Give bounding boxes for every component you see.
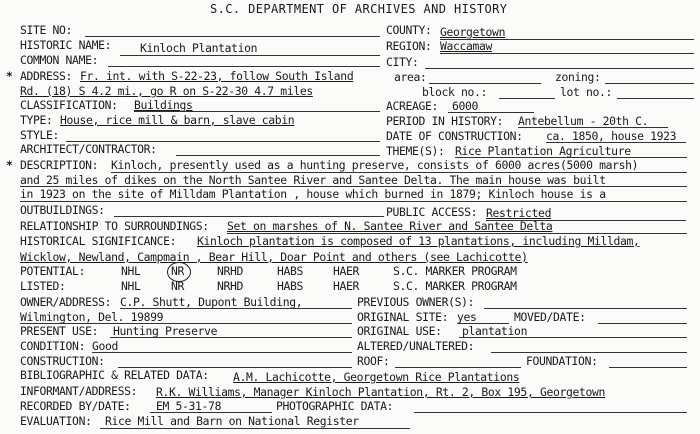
- potential-haer: HAER: [333, 264, 360, 278]
- previous-owner-line: [484, 308, 687, 309]
- city-line: [425, 68, 694, 69]
- owner-value-line-1: C.P. Shutt, Dupont Building,: [120, 295, 303, 309]
- recorded-by-line: [150, 412, 272, 413]
- original-use-value: plantation: [462, 324, 528, 338]
- foundation-label: FOUNDATION:: [526, 354, 598, 368]
- description-line-2: and 25 miles of dikes on the North Santee River and Santee Delta. The main house was built: [20, 173, 606, 187]
- architect-line: [176, 155, 380, 156]
- date-construction-line: [546, 142, 686, 143]
- historic-name-label: HISTORIC NAME:: [20, 38, 112, 52]
- site-no-line: [85, 36, 380, 37]
- altered-line: [491, 352, 687, 353]
- address-value-line-2: Rd. (18) S 4.2 mi., go R on S-22-30 4.7 miles: [20, 84, 313, 98]
- site-no-label: SITE NO:: [20, 23, 73, 37]
- county-value: Georgetown: [440, 25, 506, 39]
- significance-label: HISTORICAL SIGNIFICANCE:: [20, 234, 177, 248]
- original-site-value: yes: [457, 310, 477, 324]
- recorded-by-value: EM 5-31-78: [156, 399, 222, 413]
- lot-no-label: lot no.:: [560, 85, 613, 99]
- owner-label: OWNER/ADDRESS:: [20, 295, 112, 309]
- present-use-value: Hunting Preserve: [113, 324, 218, 338]
- block-no-line: [499, 98, 555, 99]
- condition-label: CONDITION:: [20, 339, 86, 353]
- photographic-label: PHOTOGRAPHIC DATA:: [276, 399, 394, 413]
- original-site-label: ORIGINAL SITE:: [357, 310, 449, 324]
- region-label: REGION:: [386, 39, 432, 53]
- potential-nhl: NHL: [121, 264, 141, 278]
- theme-value: Rice Plantation Agriculture: [455, 144, 631, 158]
- lot-no-line: [617, 98, 694, 99]
- listed-label: LISTED:: [20, 279, 66, 293]
- zoning-line: [605, 83, 694, 84]
- form-title: S.C. DEPARTMENT OF ARCHIVES AND HISTORY: [210, 2, 508, 16]
- address-asterisk: *: [6, 69, 13, 83]
- description-rule-3: [20, 201, 687, 202]
- description-line-3: in 1923 on the site of Milldam Plantation , house which burned in 1879; Kinloch house is a: [20, 187, 606, 201]
- theme-label: THEME(S):: [386, 144, 445, 158]
- bibliographic-value: A.M. Lachicotte, Georgetown Rice Plantations: [233, 370, 520, 384]
- listed-nr: NR: [171, 279, 185, 293]
- moved-date-line: [598, 323, 687, 324]
- original-use-label: ORIGINAL USE:: [357, 324, 442, 338]
- classification-label: CLASSIFICATION:: [20, 98, 118, 112]
- description-asterisk: *: [6, 158, 13, 172]
- potential-nrhd: NRHD: [217, 264, 244, 278]
- significance-line-1: Kinloch plantation is composed of 13 plantations, including Milldam,: [197, 234, 640, 248]
- recorded-by-label: RECORDED BY/DATE:: [20, 399, 131, 413]
- historic-name-line: [120, 55, 380, 56]
- owner-rule-1: [120, 308, 352, 309]
- public-access-value: Restricted: [486, 206, 552, 220]
- informant-value: R.K. Williams, Manager Kinloch Plantation, Rt. 2, Box 195, Georgetown: [156, 385, 606, 399]
- block-no-label: block no.:: [422, 85, 488, 99]
- outbuildings-line: [114, 216, 384, 217]
- listed-marker: S.C. MARKER PROGRAM: [393, 279, 517, 293]
- owner-value-line-2: Wilmington, Del. 19899: [20, 310, 164, 324]
- city-label: CITY:: [386, 55, 419, 69]
- date-construction-label: DATE OF CONSTRUCTION:: [386, 129, 523, 143]
- listed-haer: HAER: [333, 279, 360, 293]
- description-line-1: Kinloch, presently used as a hunting preserve, consists of 6000 acres(5000 marsh): [111, 158, 639, 172]
- acreage-value: 6000: [452, 99, 479, 113]
- classification-value: Buildings: [134, 98, 193, 112]
- evaluation-value: Rice Mill and Barn on National Register: [105, 414, 359, 428]
- informant-label: INFORMANT/ADDRESS:: [20, 384, 138, 398]
- listed-habs: HABS: [277, 279, 304, 293]
- relationship-label: RELATIONSHIP TO SURROUNDINGS:: [20, 219, 209, 233]
- common-name-label: COMMON NAME:: [20, 53, 99, 67]
- region-line: [440, 53, 694, 54]
- photographic-line: [414, 412, 687, 413]
- present-use-label: PRESENT USE:: [20, 324, 99, 338]
- address-value-line-1: Fr. int. with S-22-23, follow South Island: [80, 69, 354, 83]
- county-label: COUNTY:: [386, 23, 432, 37]
- relationship-value: Set on marshes of N. Santee River and Santee Delta: [227, 219, 553, 233]
- present-use-line: [110, 337, 352, 338]
- style-label: STYLE:: [20, 128, 60, 142]
- area-line: [429, 83, 541, 84]
- classification-line: [134, 111, 380, 112]
- moved-date-label: MOVED/DATE:: [514, 310, 586, 324]
- bibliographic-label: BIBLIOGRAPHIC & RELATED DATA:: [20, 368, 209, 382]
- historic-name-value: Kinloch Plantation: [140, 41, 258, 55]
- outbuildings-label: OUTBUILDINGS:: [20, 203, 105, 217]
- type-value: House, rice mill & barn, slave cabin: [60, 113, 295, 127]
- condition-value: Good: [92, 339, 119, 353]
- construction-label: CONSTRUCTION:: [20, 354, 105, 368]
- roof-line: [395, 367, 521, 368]
- period-label: PERIOD IN HISTORY:: [386, 114, 504, 128]
- original-use-line: [459, 337, 687, 338]
- type-label: TYPE:: [20, 113, 53, 127]
- significance-line-2: Wicklow, Newland, Campmain , Bear Hill, Doar Point and others (see Lachicotte): [20, 250, 528, 264]
- potential-habs: HABS: [277, 264, 304, 278]
- potential-marker: S.C. MARKER PROGRAM: [393, 264, 517, 278]
- altered-label: ALTERED/UNALTERED:: [357, 339, 475, 353]
- listed-nrhd: NRHD: [217, 279, 244, 293]
- zoning-label: zoning:: [555, 70, 601, 84]
- description-label: DESCRIPTION:: [20, 158, 99, 172]
- evaluation-label: EVALUATION:: [20, 414, 92, 428]
- period-value: Antebellum - 20th C.: [518, 114, 649, 128]
- architect-label: ARCHITECT/CONTRACTOR:: [20, 142, 157, 156]
- previous-owner-label: PREVIOUS OWNER(S):: [357, 295, 475, 309]
- potential-label: POTENTIAL:: [20, 264, 86, 278]
- roof-label: ROOF:: [357, 354, 390, 368]
- condition-line: [92, 352, 352, 353]
- listed-nhl: NHL: [121, 279, 141, 293]
- period-line: [518, 127, 668, 128]
- date-construction-value: ca. 1850, house 1923: [546, 129, 677, 143]
- address-label: ADDRESS:: [20, 69, 73, 83]
- common-name-line: [108, 66, 380, 67]
- acreage-label: ACREAGE:: [386, 99, 439, 113]
- acreage-line: [448, 112, 534, 113]
- evaluation-line: [100, 428, 410, 429]
- potential-nr: NR: [171, 264, 185, 278]
- foundation-line: [609, 367, 687, 368]
- region-value: Waccamaw: [440, 39, 493, 53]
- area-label: area:: [394, 70, 427, 84]
- public-access-label: PUBLIC ACCESS:: [386, 205, 478, 219]
